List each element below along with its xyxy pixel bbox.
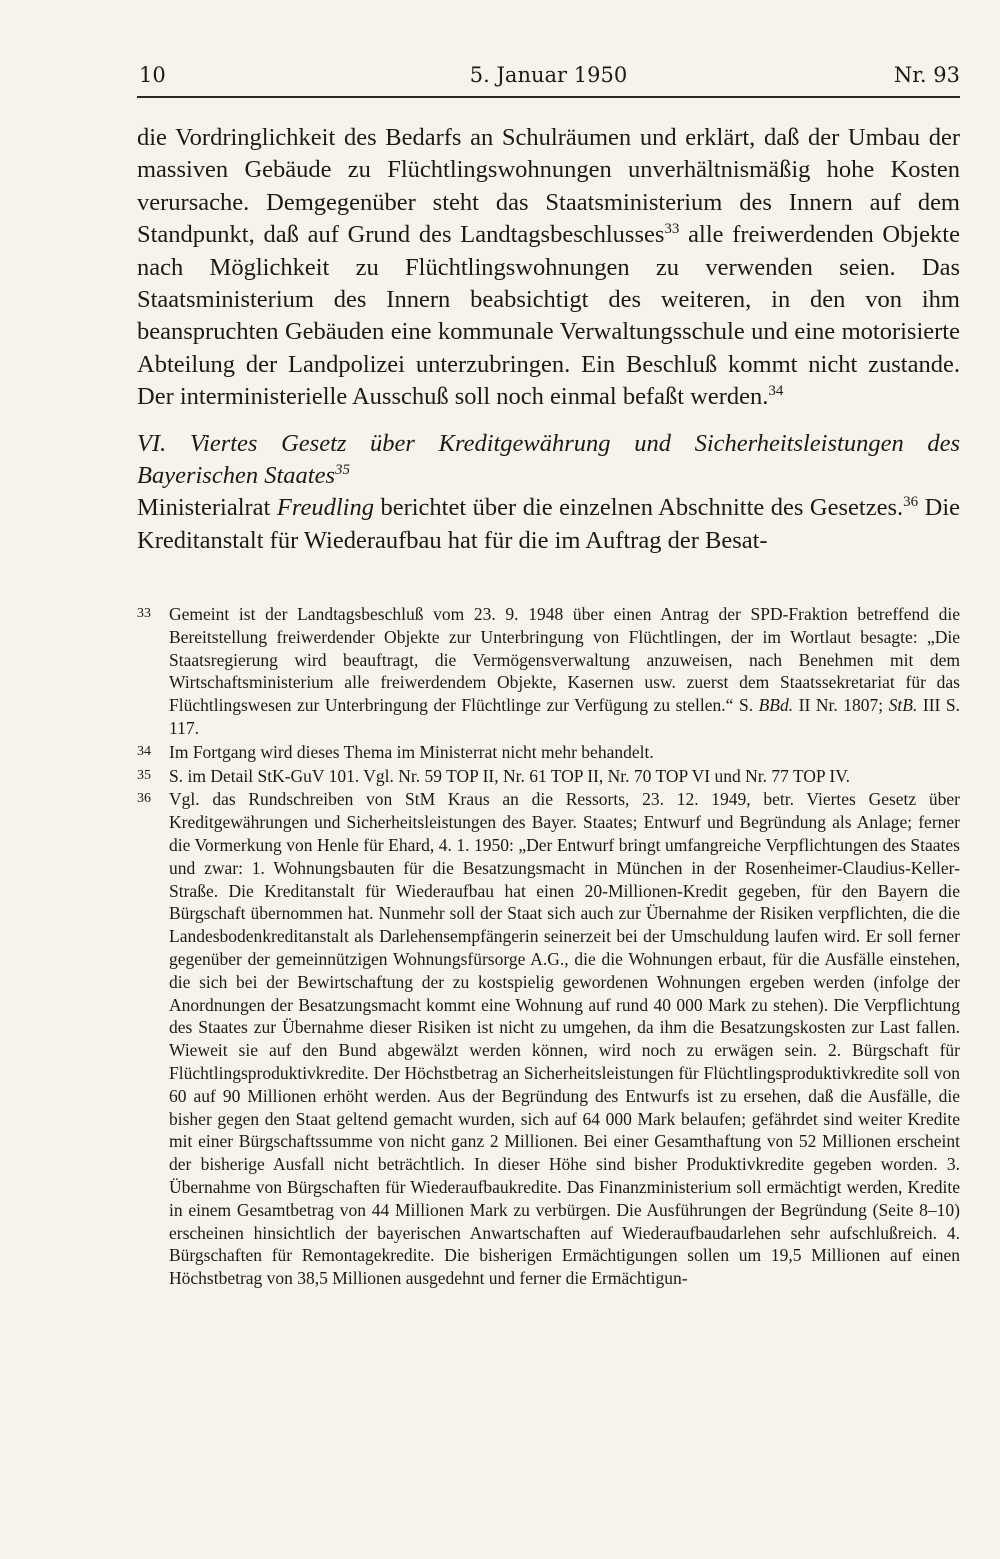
speaker-name: Freudling xyxy=(276,494,374,522)
footnote-number: 34 xyxy=(137,743,151,759)
footnote-text-part: Gemeint ist der Landtagsbeschluß vom 23. 9. 1948 über einen Antrag der SPD-Fraktion betreffend die Bereitstellung freiwerdender Objekte zur Unterbringung von Flüchtlingen, der im Wortlaut besagte: „Die Staatsregierung wird beauftragt, die Vermögensverwaltung anzuweisen, nach Benehmen mit dem Wirtschaftsministerium alle freiwerdendem Objekte, Kasernen usw. zuerst dem Staatssekretariat für das Flüchtlingswesen zur Unterbringung der Flüchtlinge zur Verfügung zu stellen.“ S. xyxy=(169,604,960,716)
footnotes xyxy=(137,603,960,1291)
footnote-text: Vgl. das Rundschreiben von StM Kraus an die Ressorts, 23. 12. 1949, betr. Viertes Gesetz über Kreditgewährungen und Sicherheitsleistungen des Bayer. Staates; Entwurf und Begründung als Anlage; ferner die Vormerkung von Henle für Ehard, 4. 1. 1950: „Der Entwurf bringt umfangreiche Verpflichtungen des Staates und zwar: 1. Wohnungsbauten für die Besatzungsmacht in München in der Rosenheimer-Claudius-Keller-Straße. Die Kreditanstalt für Wiederaufbau hat einen 20-Millionen-Kredit gegeben, für den Bayern die Bürgschaft übernommen hat. Nunmehr soll der Staat sich auch zur Übernahme der Risiken verpflichten, die die Landesbodenkreditanstalt als Darlehensempfängerin seinerzeit bei der Umschuldung laufen wird. Er soll ferner gegenüber der gemeinnützigen Wohnungsfürsorge A.G., die die Wohnungen erbaut, für die Ausfälle einstehen, die sich bei der Bewirtschaftung der zu kostspielig gewordenen Wohnungen ergeben werden (infolge der Anordnungen der Besatzungsmacht kommt eine Wohnung auf rund 40 000 Mark zu stehen). Die Verpflichtung des Staates zur Übernahme dieser Risiken ist nicht zu umgehen, da ihm die Besatzungskosten zur Last fallen. Wieweit sie auf den Bund abgewälzt werden können, wird noch zu erwägen sein. 2. Bürgschaft für Flüchtlingsproduktivkredite. Der Höchstbetrag an Sicherheitsleistungen für Flüchtlingsproduktivkredite soll von 60 auf 90 Millionen erhöht werden. Aus der Begründung des Entwurfs ist zu ersehen, daß die Ausfälle, die bisher gegen den Staat geltend gemacht wurden, sich auf 64 000 Mark belaufen; gefährdet sind weiter Kredite mit einer Bürgschaftssumme von nicht ganz 2 Millionen. Bei einer Gesamthaftung von 52 Millionen erscheint der bisherige Ausfall nicht beträchtlich. In dieser Höhe sind bisher Produktivkredite gegeben worden. 3. Übernahme von Bürgschaften für Wiederaufbaukredite. Das Finanzministerium soll ermächtigt werden, Kredite in einem Gesamtbetrag von 44 Millionen Mark zu verbürgen. Die Ausführungen der Begründung (Seite 8–10) erscheinen hinsichtlich der bayerischen Anwartschaften auf Wiederaufbaudarlehen sehr aufschlußreich. 4. Bürgschaften für Remontagekredite. Die bisherigen Ermächtigungen sollen um 19,5 Millionen auf einen Höchstbetrag von 38,5 Millionen ausgedehnt und ferner die Ermächtigun- xyxy=(169,789,960,1289)
footnote-abbrev-bbd: BBd. xyxy=(758,695,794,716)
page-number: 10 xyxy=(139,63,166,87)
footnote-ref-33[interactable]: 33 xyxy=(664,221,680,238)
footnote-36 xyxy=(137,788,960,1290)
running-header xyxy=(137,60,960,94)
footnote-number: 33 xyxy=(137,606,151,621)
footnote-text xyxy=(169,603,960,740)
footnote-text-part: III S. 117. xyxy=(169,695,960,738)
main-text xyxy=(137,122,960,557)
footnote-34 xyxy=(137,741,960,764)
paragraph-2-mid: berichtet über die einzelnen Abschnitte des Gesetzes. xyxy=(373,494,904,522)
paragraph-2-start: Ministerialrat xyxy=(137,494,277,522)
footnote-text-part: II Nr. 1807; xyxy=(793,695,889,716)
header-issue-number: Nr. 93 xyxy=(893,63,960,87)
footnote-number: 35 xyxy=(137,767,151,783)
footnote-ref-34[interactable]: 34 xyxy=(768,383,784,400)
section-heading xyxy=(137,428,960,493)
section-heading-text: VI. Viertes Gesetz über Kreditgewährung und Sicherheitsleistungen des Bayerischen Staates xyxy=(137,429,960,490)
paragraph-1 xyxy=(137,122,960,414)
footnote-35 xyxy=(137,765,960,788)
footnote-33 xyxy=(137,603,960,740)
paragraph-2 xyxy=(137,492,960,557)
footnote-ref-35[interactable]: 35 xyxy=(335,462,350,479)
footnote-text: Im Fortgang wird dieses Thema im Ministerrat nicht mehr behandelt. xyxy=(169,741,654,762)
header-rule xyxy=(137,96,960,98)
footnote-text: S. im Detail StK-GuV 101. Vgl. Nr. 59 TOP II, Nr. 61 TOP II, Nr. 70 TOP VI und Nr. 77 TOP IV. xyxy=(169,765,850,786)
footnote-ref-36[interactable]: 36 xyxy=(903,494,919,511)
footnote-number: 36 xyxy=(137,791,151,807)
paragraph-2-end: Die Kreditanstalt für Wiederaufbau hat für die im Auftrag der Besat- xyxy=(137,494,960,554)
header-date: 5. Januar 1950 xyxy=(469,63,628,87)
paragraph-1-text: die Vordringlichkeit des Bedarfs an Schulräumen und erklärt, daß der Umbau der massiven Gebäude zu Flüchtlingswohnungen unverhältnismäßig hohe Kosten verursache. Demgegenüber steht das Staatsministerium des Innern auf dem Standpunkt, daß auf Grund des Landtagsbeschlusses xyxy=(137,124,960,249)
paragraph-1-continued: alle freiwerdenden Objekte nach Möglichkeit zu Flüchtlingswohnungen zu verwenden seien. Das Staatsministerium des Innern beabsichtigt des weiteren, in den von ihm beanspruchten Gebäuden eine kommunale Verwaltungsschule und eine motorisierte Abteilung der Landpolizei unterzubringen. Ein Beschluß kommt nicht zustande. Der interministerielle Ausschuß soll noch einmal befaßt werden. xyxy=(137,221,960,411)
footnote-abbrev-stb: StB. xyxy=(888,695,918,716)
